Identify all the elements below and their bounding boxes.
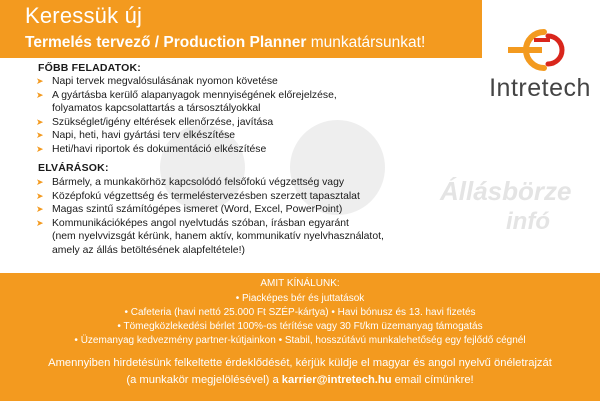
arrow-bullet-icon: ➤ — [36, 190, 44, 201]
arrow-bullet-icon: ➤ — [36, 217, 44, 228]
footer-band — [0, 273, 600, 401]
list-item: ➤ Középfokú végzettség és termeléstervezésben szerzett tapasztalat — [36, 190, 360, 202]
arrow-bullet-icon: ➤ — [36, 116, 44, 127]
header-line1: Keressük új — [25, 3, 143, 28]
apply-line1: Amennyiben hirdetésünk felkeltette érdeklődését, kérjük küldje el magyar és angol nyelvű önéletrajzát — [48, 357, 552, 369]
list-item: ➤ Szükséglet/igény eltérések ellenőrzése, javítása — [36, 116, 274, 128]
duties-list — [36, 75, 476, 157]
list-item: ➤ Magas szintű számítógépes ismeret (Word, Excel, PowerPoint) — [36, 204, 343, 216]
list-item: ➤ Kommunikációképes angol nyelvtudás szóban, írásban egyaránt — [36, 217, 349, 229]
list-item: ➤ A gyártásba kerülő alapanyagok mennyiségének előrejelzése, — [36, 89, 337, 101]
watermark-line1: Állásbörze — [440, 176, 572, 206]
offer-line: • Piacképes bér és juttatások — [235, 293, 365, 304]
arrow-bullet-icon: ➤ — [36, 76, 44, 86]
position-title: Termelés tervező / Production Planner — [25, 34, 307, 51]
offer-line: • Üzemanyag kedvezmény partner-kútjainkon • Stabil, hosszútávú munkalehetőség egy fejlődő cégnél — [74, 335, 526, 346]
arrow-bullet-icon: ➤ — [36, 143, 44, 154]
list-item: ➤ Napi, heti, havi gyártási terv elkészítése — [36, 130, 236, 142]
list-item-continuation: folyamatos kapcsolattartás a társosztályokkal — [52, 103, 261, 115]
list-item: ➤ Napi tervek megvalósulásának nyomon követése — [36, 76, 278, 87]
logo-mark-icon — [504, 26, 576, 74]
arrow-bullet-icon: ➤ — [36, 204, 44, 215]
header-band — [0, 0, 482, 58]
logo-wordmark: Intretech — [489, 74, 591, 102]
offer-title: AMIT KÍNÁLUNK: — [260, 278, 340, 289]
intretech-logo — [484, 22, 596, 104]
arrow-bullet-icon: ➤ — [36, 130, 44, 141]
duties-title: FŐBB FELADATOK: — [38, 62, 141, 74]
list-item: ➤ Heti/havi riportok és dokumentáció elkészítése — [36, 143, 267, 155]
requirements-title: ELVÁRÁSOK: — [38, 162, 109, 174]
list-item-continuation: amely az állás betöltésének alapfeltétele!) — [52, 244, 245, 256]
list-item-continuation: (nem nyelvvizsgát kérünk, hanem aktív, kommunikatív nyelvhasználatot, — [52, 231, 384, 243]
header-line2-suffix: munkatársunkat! — [306, 34, 426, 51]
email-link[interactable]: karrier@intretech.hu — [281, 374, 392, 386]
offer-line: • Tömegközlekedési bérlet 100%-os térítése vagy 30 Ft/km üzemanyag támogatás — [117, 321, 483, 332]
arrow-bullet-icon: ➤ — [36, 89, 44, 100]
arrow-bullet-icon: ➤ — [36, 177, 44, 187]
requirements-list — [36, 176, 476, 258]
list-item: ➤ Bármely, a munkakörhöz kapcsolódó felsőfokú végzettség vagy — [36, 177, 345, 188]
offer-line: • Cafeteria (havi nettó 25.000 Ft SZÉP-kártya) • Havi bónusz és 13. havi fizetés — [124, 307, 476, 318]
watermark-line2: infó — [506, 208, 550, 235]
apply-line2: (a munkakör megjelölésével) a karrier@intretech.hu email címünkre! — [126, 374, 474, 386]
header-line2 — [25, 34, 425, 52]
